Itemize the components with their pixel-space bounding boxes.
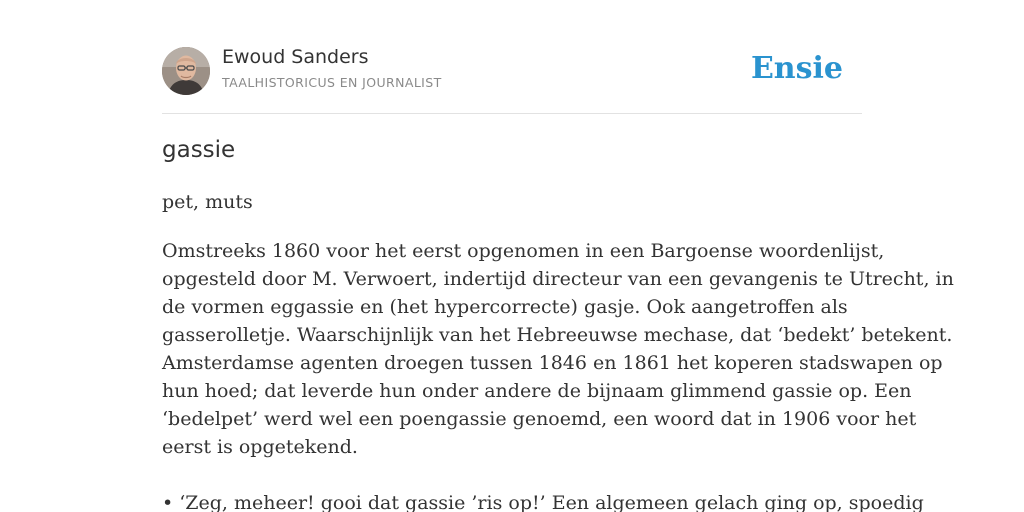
body-line: ‘bedelpet’ werd wel een poengassie genoemd, een woord dat in 1906 voor het bbox=[162, 408, 917, 430]
body-line: gasserolletje. Waarschijnlijk van het Hebreeuwse mechase, dat ‘bedekt’ betekent. bbox=[162, 324, 953, 346]
body-line: de vormen eggassie en (het hypercorrecte) gasje. Ook aangetroffen als bbox=[162, 296, 848, 318]
entry-headword: gassie bbox=[162, 137, 236, 163]
entry-card bbox=[162, 0, 954, 512]
author-header bbox=[162, 0, 862, 114]
body-line: hun hoed; dat leverde hun onder andere de bijnaam glimmend gassie op. Een bbox=[162, 380, 912, 402]
body-line: Omstreeks 1860 voor het eerst opgenomen in een Bargoense woordenlijst, bbox=[162, 240, 885, 262]
ensie-logo[interactable]: Ensie bbox=[750, 51, 843, 86]
quote-line: • ‘Zeg, meheer! gooi dat gassie ’ris op!’ Een algemeen gelach ging op, spoedig bbox=[162, 492, 924, 512]
body-line: eerst is opgetekend. bbox=[162, 436, 358, 458]
body-line: Amsterdamse agenten droegen tussen 1846 en 1861 het koperen stadswapen op bbox=[162, 352, 943, 374]
author-avatar[interactable] bbox=[162, 47, 210, 95]
avatar-photo-icon bbox=[162, 47, 210, 95]
body-line: opgesteld door M. Verwoert, indertijd directeur van een gevangenis te Utrecht, in bbox=[162, 268, 954, 290]
entry-meaning: pet, muts bbox=[162, 191, 253, 213]
author-name[interactable]: Ewoud Sanders bbox=[222, 46, 369, 68]
entry-body bbox=[162, 237, 954, 512]
author-role: TAALHISTORICUS EN JOURNALIST bbox=[222, 75, 442, 90]
paragraph-gap bbox=[162, 461, 862, 489]
